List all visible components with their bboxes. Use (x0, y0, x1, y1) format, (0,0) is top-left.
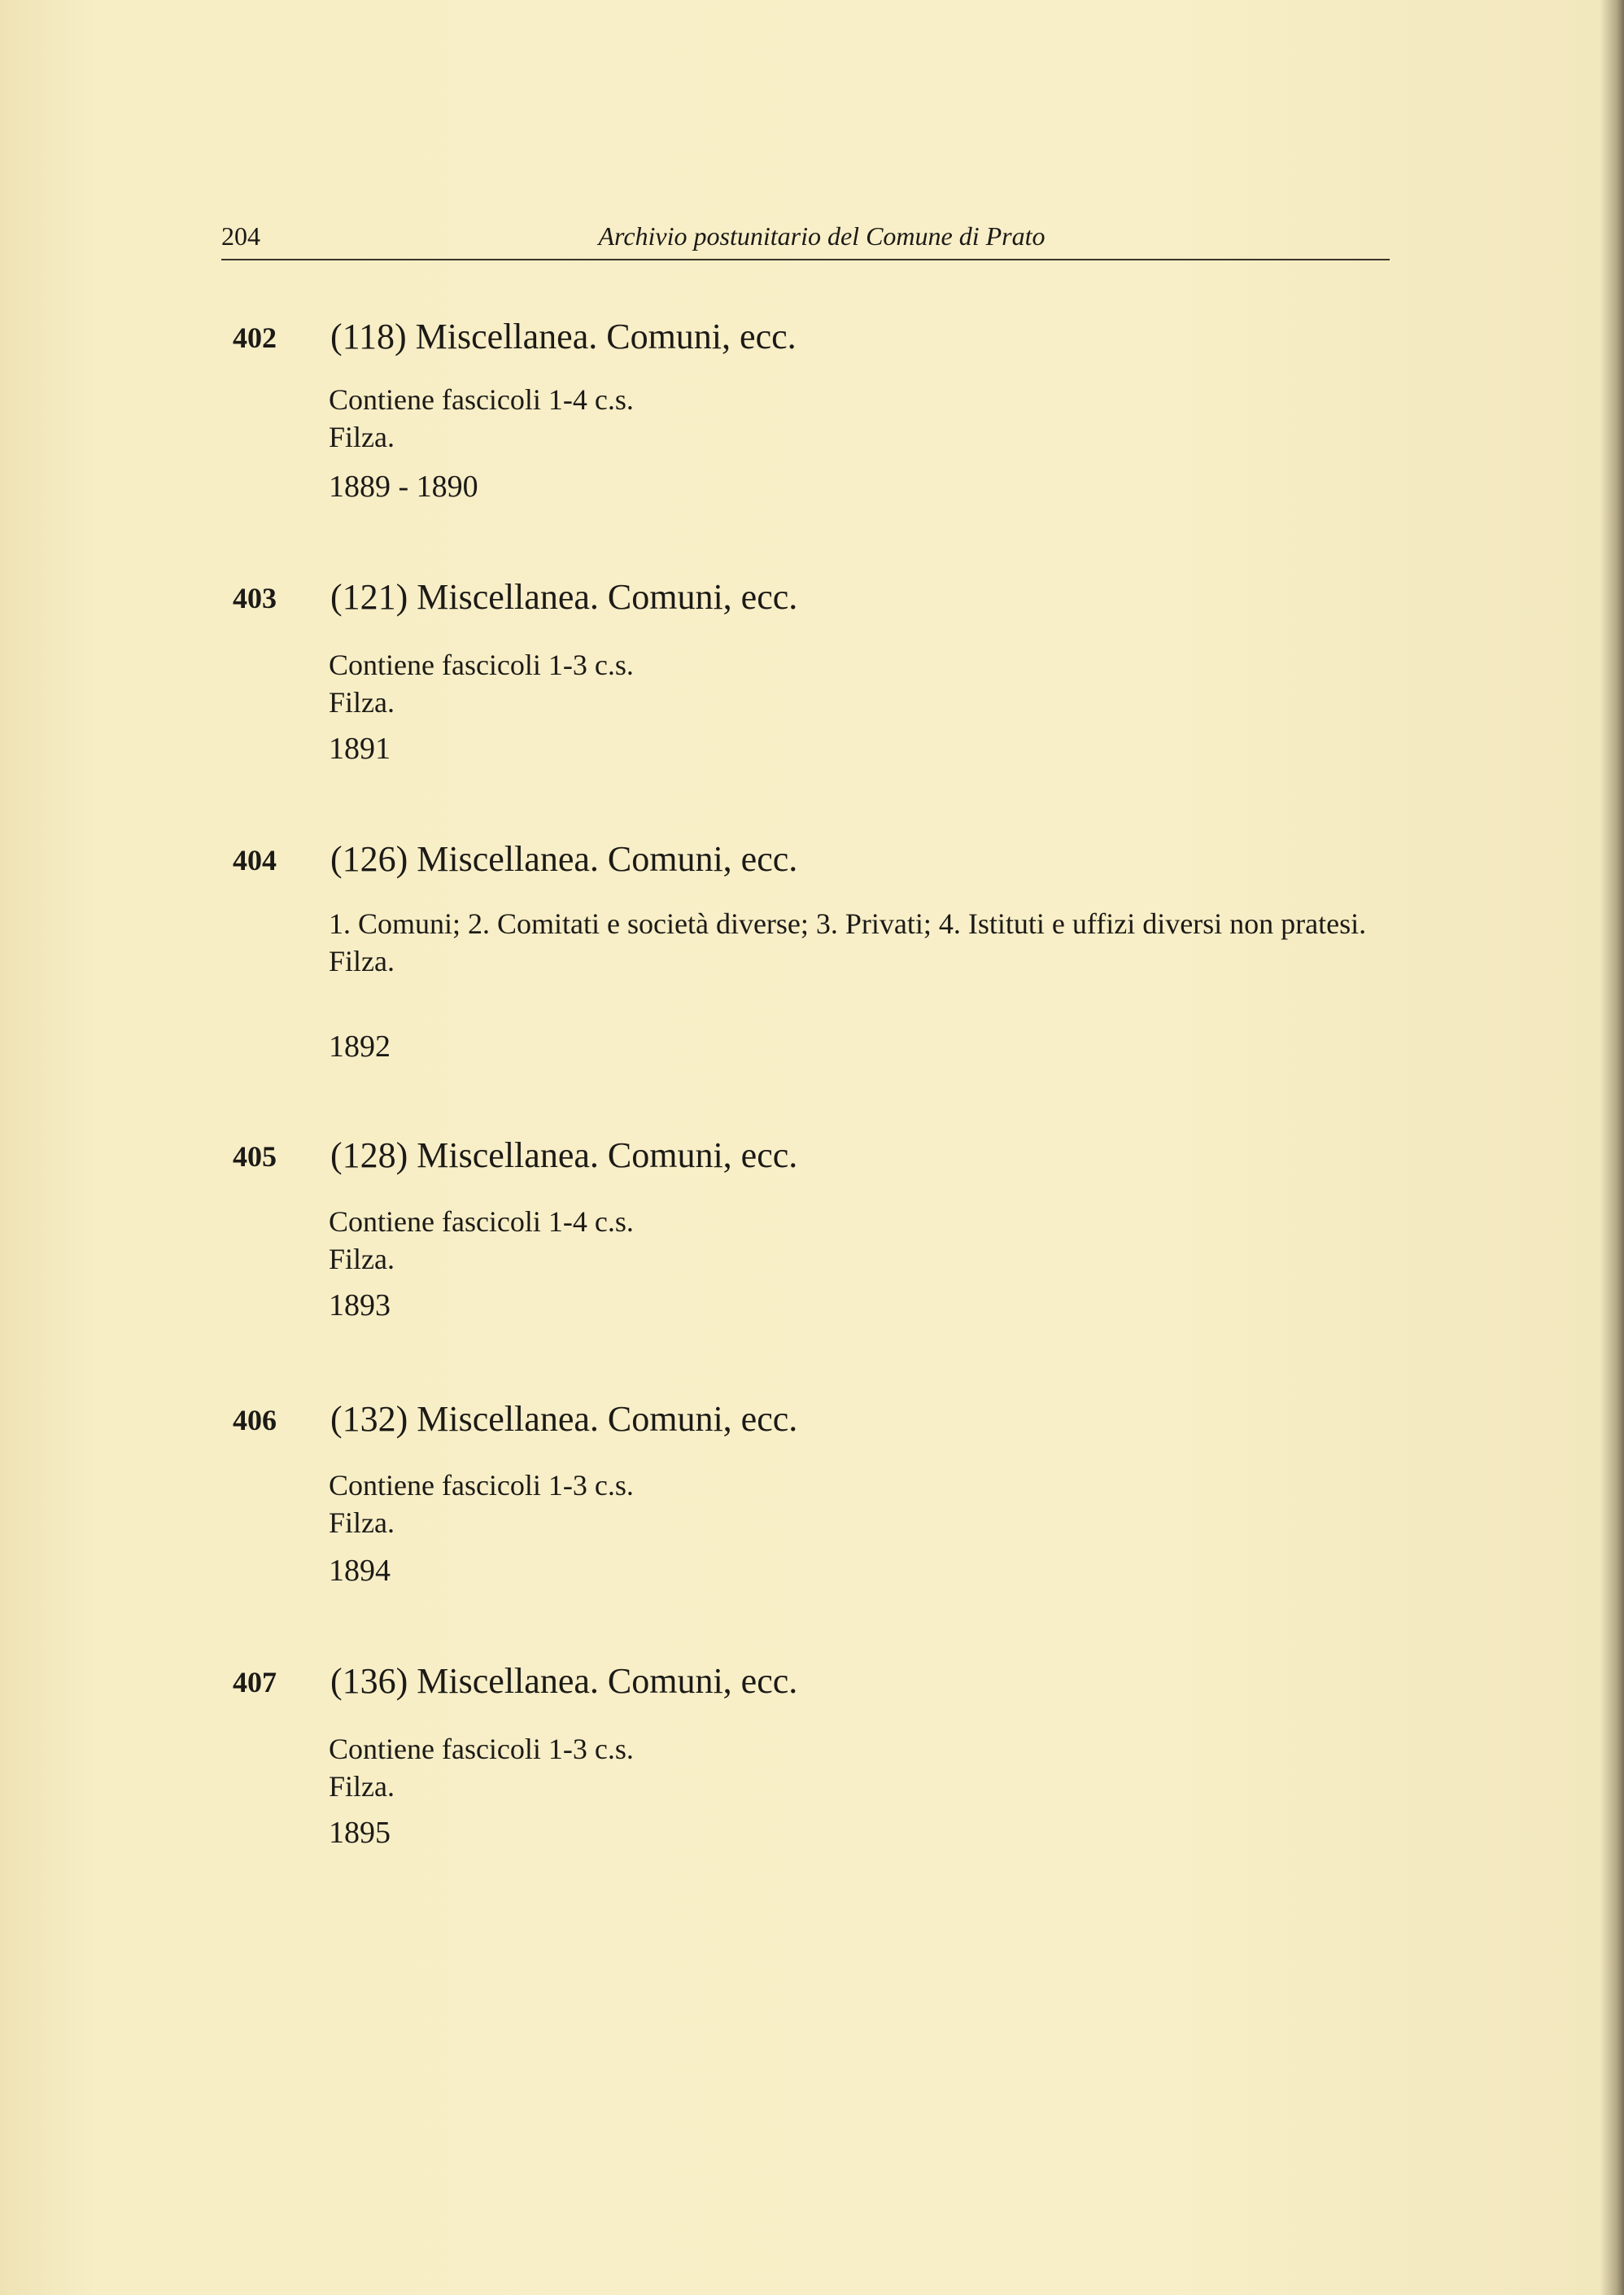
entry-years: 1894 (329, 1554, 391, 1588)
page-header (221, 213, 1390, 260)
entry-format: Filza. (329, 945, 395, 977)
entry-format: Filza. (329, 1506, 395, 1539)
entry-body (329, 646, 1395, 721)
entry-body (329, 1730, 1395, 1805)
entry-body (329, 1467, 1395, 1541)
page-number: 204 (221, 221, 260, 251)
entry-title: (136) Miscellanea. Comuni, ecc. (330, 1661, 798, 1701)
entry-body (329, 1203, 1395, 1278)
entry-years: 1892 (329, 1029, 391, 1064)
entry-years: 1891 (329, 732, 391, 766)
entry-body (329, 905, 1395, 980)
entry-format: Filza. (329, 421, 395, 453)
entry-number: 402 (233, 321, 277, 354)
entry-number: 405 (233, 1140, 277, 1173)
entry-format: Filza. (329, 686, 395, 719)
entry-years: 1895 (329, 1816, 391, 1850)
entry-title: (118) Miscellanea. Comuni, ecc. (330, 317, 797, 356)
entry-title: (121) Miscellanea. Comuni, ecc. (330, 577, 798, 617)
entry-number: 404 (233, 844, 277, 876)
entry-number: 407 (233, 1666, 277, 1698)
page-edge-shadow (1600, 0, 1624, 2295)
entry-number: 403 (233, 582, 277, 614)
entry-description: Contiene fascicoli 1-4 c.s. (329, 383, 634, 416)
entry-format: Filza. (329, 1770, 395, 1803)
entry-title: (126) Miscellanea. Comuni, ecc. (330, 839, 798, 879)
entry-description: Contiene fascicoli 1-4 c.s. (329, 1205, 634, 1238)
entry-title: (132) Miscellanea. Comuni, ecc. (330, 1399, 798, 1439)
entry-years: 1893 (329, 1288, 391, 1322)
entry-number: 406 (233, 1404, 277, 1436)
entry-format: Filza. (329, 1243, 395, 1275)
entry-description: 1. Comuni; 2. Comitati e società diverse; 3. Privati; 4. Istituti e uffizi diversi non pratesi. (329, 907, 1367, 940)
entry-description: Contiene fascicoli 1-3 c.s. (329, 649, 634, 681)
running-title: Archivio postunitario del Comune di Prato (598, 221, 1046, 251)
entry-description: Contiene fascicoli 1-3 c.s. (329, 1469, 634, 1502)
entry-years: 1889 - 1890 (329, 470, 478, 504)
entry-description: Contiene fascicoli 1-3 c.s. (329, 1733, 634, 1765)
entry-body (329, 381, 1395, 456)
entry-title: (128) Miscellanea. Comuni, ecc. (330, 1135, 798, 1175)
